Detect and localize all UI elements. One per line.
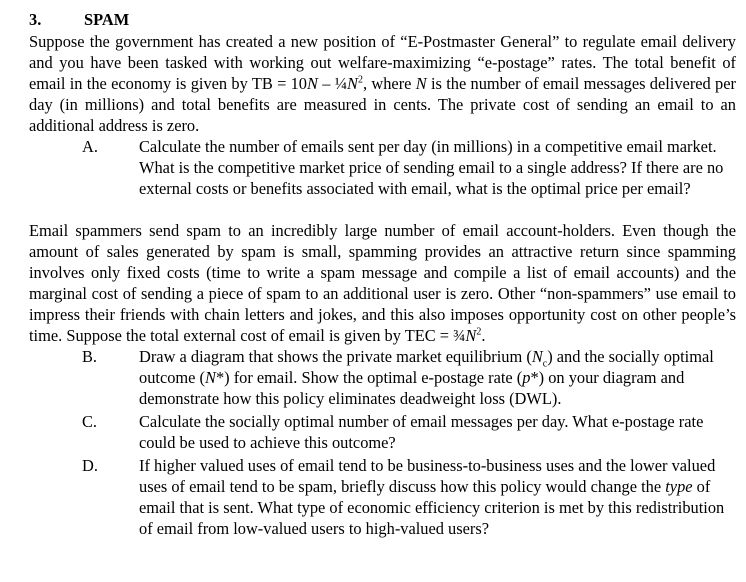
q-text: ) and the socially optimal outcome ( (139, 347, 714, 387)
subscript: c (542, 358, 548, 370)
question-text (139, 346, 736, 409)
question-text: Calculate the number of emails sent per day (in millions) in a competitive email market. What is the competitive market price of sending email to a single address? If there are no external costs or benefits associated with email, what is the optimal price per email? (139, 137, 724, 198)
section-heading (29, 9, 736, 30)
intro-text-4: is the number of email messages delivered per day (in millions) and total benefits are measured in cents. The private cost of sending an email to an additional address is zero. (29, 74, 736, 135)
q-text: If higher valued uses of email tend to be business-to-business uses and the lower valued uses of email tend to be spam, briefly discuss how this policy would change the (139, 456, 716, 496)
spam-text: Email spammers send spam to an incredibly large number of email account-holders. Even though the amount of sales generated by spam is small, spamming provides an attractive return since spamming involves only fixed costs (time to write a spam message and compile a list of email accounts) and the marginal cost of sending a piece of spam to an additional user is zero. Other “non-spammers” use email to impress their friends with chain letters and jokes, and this also imposes opportunity cost on other people’s time. Suppose the total external cost of email is given by TEC = ¾ (29, 221, 736, 345)
question-letter: D. (82, 456, 98, 475)
var-n: N (205, 368, 216, 387)
question-letter: B. (82, 347, 98, 366)
exponent: 2 (476, 326, 482, 338)
var-n: N (307, 74, 318, 93)
var-p: p (522, 368, 531, 387)
var-n: N (531, 347, 543, 366)
var-n: N (415, 74, 427, 93)
question-letter: C. (82, 412, 98, 431)
var-n: N (347, 74, 358, 93)
intro-text-2: – ¼ (317, 74, 348, 93)
spam-text-end: . (481, 326, 486, 345)
question-letter: A. (82, 137, 98, 156)
question-c (29, 411, 736, 453)
var-n: N (465, 326, 477, 345)
intro-text-3: , where (362, 74, 416, 93)
intro-text-1: Suppose the government has created a new position of “E-Postmaster General” to regulate email delivery and you have been tasked with working out welfare-maximizing “e-postage” rates. The total benefit of email in the economy is given by TB = 10 (29, 32, 736, 93)
question-d (29, 455, 736, 539)
q-text: of email that is sent. What type of economic efficiency criterion is met by this redistribution of email from low-valued users to high-valued users? (139, 477, 725, 538)
exponent: 2 (357, 74, 363, 86)
question-a (29, 136, 736, 199)
q-text: *) on your diagram and demonstrate how this policy eliminates deadweight loss (DWL). (139, 368, 685, 408)
q-text: *) for email. Show the optimal e-postage rate ( (215, 368, 523, 387)
q-text: Draw a diagram that shows the private market equilibrium ( (139, 347, 532, 366)
question-b (29, 346, 736, 409)
question-text: Calculate the socially optimal number of email messages per day. What e-postage rate could be used to achieve this outcome? (139, 412, 704, 452)
intro-paragraph (29, 31, 736, 136)
section-title: SPAM (84, 10, 130, 29)
section-number: 3. (29, 10, 42, 29)
question-text (139, 455, 736, 539)
spam-paragraph (29, 220, 736, 346)
emphasis: type (665, 477, 693, 496)
